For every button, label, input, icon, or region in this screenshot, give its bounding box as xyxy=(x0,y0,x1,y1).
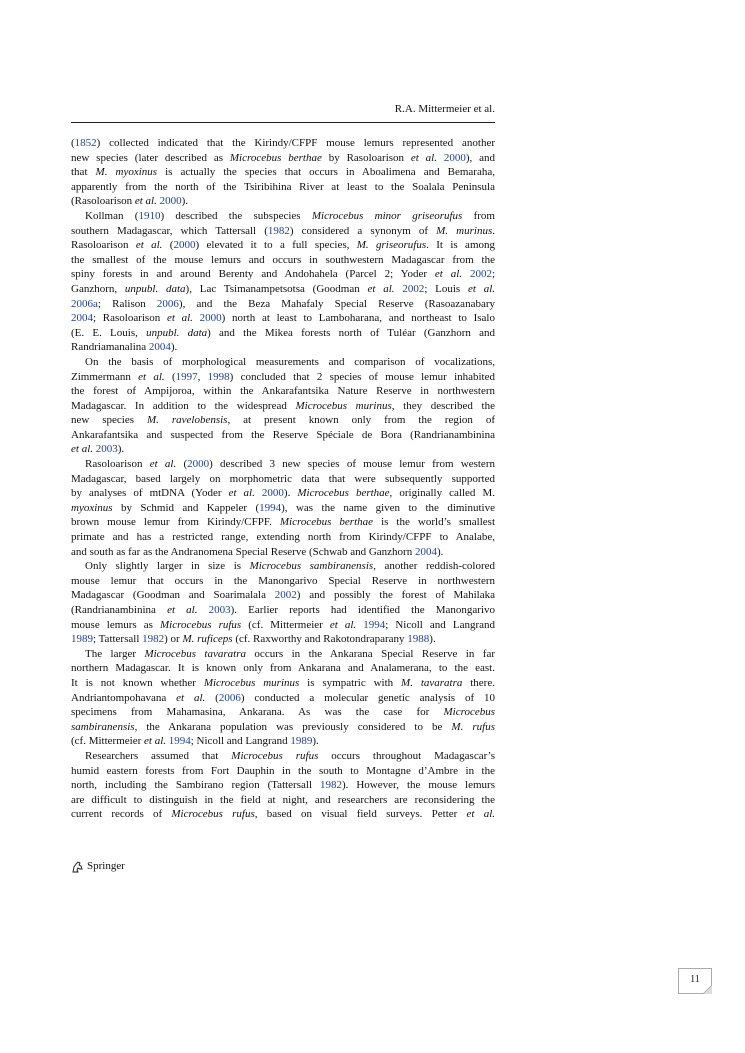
text-line: (Randrianambinina et al. 2003). Earlier reports had identified the Manongarivo xyxy=(71,604,496,616)
text-line: northern Madagascar. It is known only from Ankarana and Analamerana, to the east. xyxy=(71,662,495,675)
text-line: specimens from Mahamasina, Ankarana. As was the case for Microcebus xyxy=(71,706,495,719)
text-line: apparently from the north of the Tsiribihina River at least to the Soalala Peninsula xyxy=(71,180,495,193)
page-curl-icon xyxy=(703,985,712,994)
text-line: the forest of Ampijoroa, within the Ankarafantsika Nature Reserve in northwestern xyxy=(71,385,495,398)
paragraph xyxy=(71,355,495,457)
text-line: Ganzhorn, unpubl. data), Lac Tsimanampetsotsa (Goodman et al. 2002; Louis et al. xyxy=(71,282,496,295)
text-line: Ankarafantsika and suspected from the Reserve Spéciale de Bora (Randrianambinina xyxy=(71,428,495,441)
text-line: the smallest of the mouse lemurs and occurs in southwestern Madagascar from the xyxy=(71,253,495,266)
page-number: 11 xyxy=(690,974,700,985)
text-line: (1852) collected indicated that the Kirindy/CFPF mouse lemurs represented another xyxy=(71,137,495,149)
text-line: (Rasoloarison et al. 2000). xyxy=(71,195,189,208)
text-line: myoxinus by Schmid and Kappeler (1994), was the name given to the diminutive xyxy=(71,501,495,514)
paragraph xyxy=(71,136,495,209)
text-line: new species (later described as Microcebus berthae by Rasoloarison et al. 2000), and xyxy=(71,151,496,164)
text-line: Madagascar. In addition to the widespread Microcebus murinus, they described the xyxy=(71,399,495,412)
text-line: brown mouse lemur from Kirindy/CFPF. Microcebus berthae is the world’s smallest xyxy=(71,516,495,529)
header-rule xyxy=(71,122,495,123)
text-line: (E. E. Louis, unpubl. data) and the Mikea forests north of Tuléar (Ganzhorn and xyxy=(71,326,495,339)
text-line: It is not known whether Microcebus murinus is sympatric with M. tavaratra there. xyxy=(71,676,495,689)
text-line: sambiranensis, the Ankarana population was previously considered to be M. rufus xyxy=(71,720,495,733)
text-line: primate and has a restricted range, extending north from Kirindy/CFPF to Analabe, xyxy=(71,531,495,544)
text-line: are difficult to distinguish in the field at night, and researchers are reconsidering the xyxy=(71,793,495,806)
paragraph xyxy=(71,559,495,647)
text-line: Kollman (1910) described the subspecies Microcebus minor griseorufus from xyxy=(85,209,495,222)
text-line: new species M. ravelobensis, at present known only from the region of xyxy=(71,414,496,427)
text-line: mouse lemurs as Microcebus rufus (cf. Mittermeier et al. 1994; Nicoll and Langrand xyxy=(71,618,496,631)
page-number-box xyxy=(678,968,712,994)
text-line: Researchers assumed that Microcebus rufus occurs throughout Madagascar’s xyxy=(85,749,495,762)
text-line: mouse lemur that occurs in the Manongarivo Special Reserve in northwestern xyxy=(71,574,495,587)
text-line: On the basis of morphological measurements and comparison of vocalizations, xyxy=(85,355,495,368)
text-line: Rasoloarison et al. (2000) elevated it to a full species, M. griseorufus. It is among xyxy=(71,239,495,252)
text-line: spiny forests in and around Berenty and Andohahela (Parcel 2; Yoder et al. 2002; xyxy=(71,268,496,281)
text-line: Andriantompohavana et al. (2006) conducted a molecular genetic analysis of 10 xyxy=(71,691,495,704)
text-line: 1989; Tattersall 1982) or M. ruficeps (cf. Raxworthy and Rakotondraparany 1988). xyxy=(71,633,436,646)
text-line: Madagascar (Goodman and Soarimalala 2002) and possibly the forest of Mahilaka xyxy=(71,589,495,602)
text-line: 2004; Rasoloarison et al. 2000) north at least to Lamboharana, and northeast to Isalo xyxy=(71,312,495,325)
springer-logo xyxy=(71,860,125,873)
text-line: 2006a; Ralison 2006), and the Beza Mahafaly Special Reserve (Rasoazanabary xyxy=(71,297,495,310)
text-line: Randriamanalina 2004). xyxy=(71,341,178,354)
text-line: humid eastern forests from Fort Dauphin in the south to Montagne d’Ambre in the xyxy=(71,764,495,777)
text-line: Rasoloarison et al. (2000) described 3 new species of mouse lemur from western xyxy=(85,458,495,471)
paragraph xyxy=(71,457,495,559)
text-line: southern Madagascar, which Tattersall (1982) considered a synonym of M. murinus. xyxy=(71,224,495,237)
text-line: Zimmermann et al. (1997, 1998) concluded that 2 species of mouse lemur inhabited xyxy=(71,370,495,383)
paragraph xyxy=(71,647,495,749)
paragraph xyxy=(71,209,495,355)
text-line: north, including the Sambirano region (Tattersall 1982). However, the mouse lemurs xyxy=(71,779,495,792)
text-line: by analyses of mtDNA (Yoder et al. 2000). Microcebus berthae, originally called M. xyxy=(71,487,495,500)
text-line: current records of Microcebus rufus, based on visual field surveys. Petter et al. xyxy=(71,808,496,821)
text-line: and south as far as the Andranomena Special Reserve (Schwab and Ganzhorn 2004). xyxy=(71,545,444,558)
publisher-name: Springer xyxy=(87,860,125,872)
text-line: Only slightly larger in size is Microcebus sambiranensis, another reddish-colored xyxy=(85,560,495,573)
text-line: that M. myoxinus is actually the species that occurs in Aboalimena and Bemaraha, xyxy=(71,166,495,179)
text-line: The larger Microcebus tavaratra occurs in the Ankarana Special Reserve in far xyxy=(85,647,495,660)
springer-horse-icon xyxy=(71,861,84,873)
text-line: (cf. Mittermeier et al. 1994; Nicoll and Langrand 1989). xyxy=(71,735,319,748)
text-line: et al. 2003). xyxy=(71,443,125,456)
text-line: Madagascar, based largely on morphometric data that were subsequently supported xyxy=(71,472,495,485)
body-text xyxy=(71,136,495,822)
paragraph xyxy=(71,749,495,822)
running-head: R.A. Mittermeier et al. xyxy=(394,103,495,115)
